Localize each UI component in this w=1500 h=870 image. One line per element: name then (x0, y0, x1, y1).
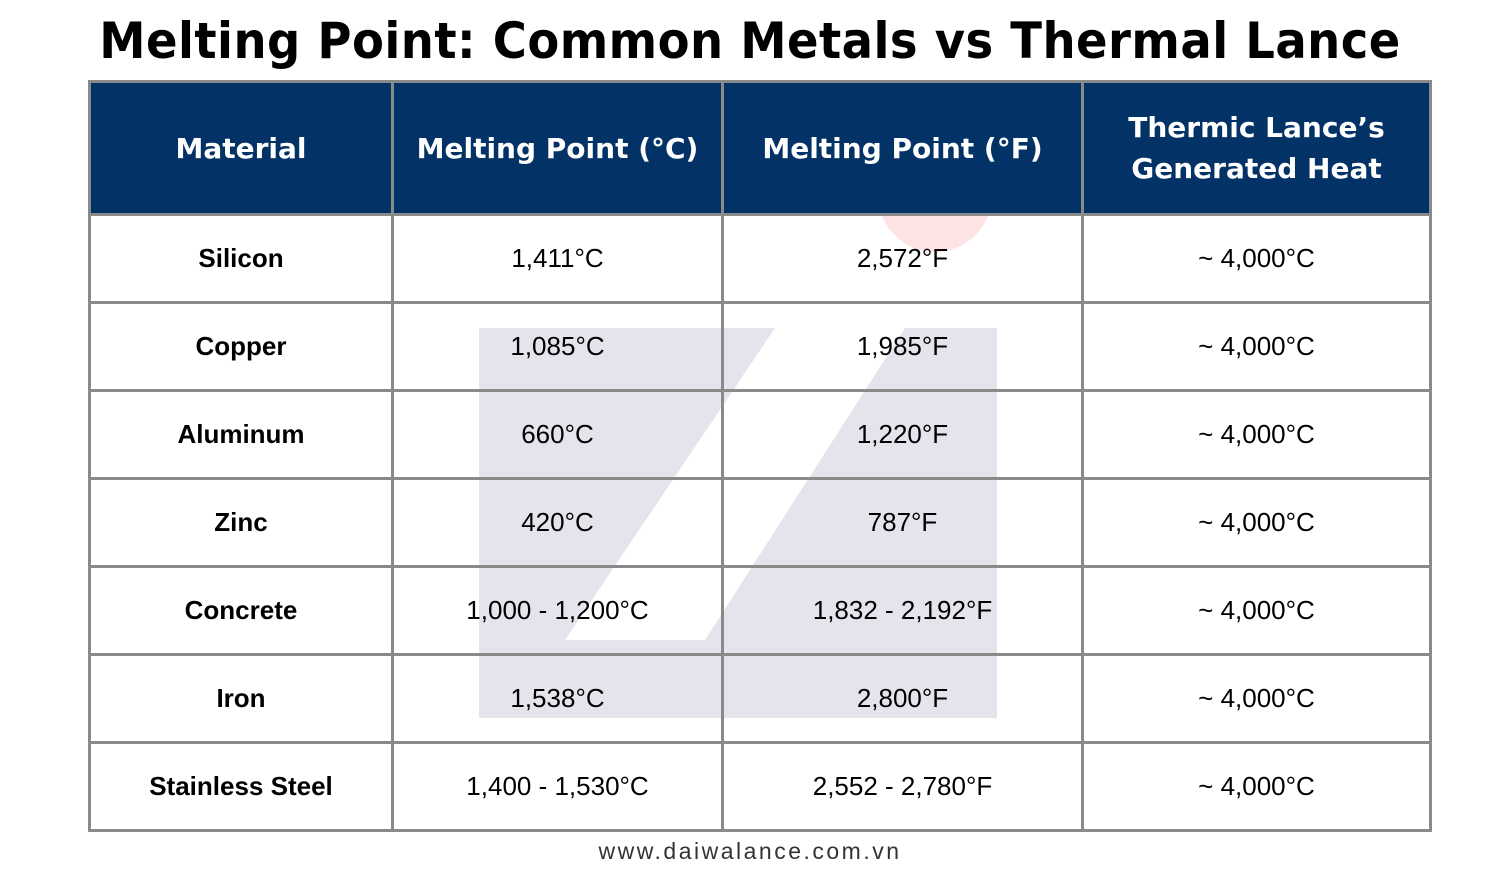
cell-celsius: 1,538°C (393, 655, 723, 743)
cell-lance-heat: ~ 4,000°C (1083, 391, 1431, 479)
melting-point-table (88, 80, 1432, 832)
cell-fahrenheit: 2,572°F (723, 215, 1083, 303)
cell-material: Iron (90, 655, 393, 743)
header-material: Material (90, 82, 393, 215)
header-celsius: Melting Point (°C) (393, 82, 723, 215)
table-row (90, 391, 1431, 479)
cell-material: Stainless Steel (90, 743, 393, 831)
cell-celsius: 1,085°C (393, 303, 723, 391)
header-lance-heat-text: Thermic Lance’s Generated Heat (1128, 111, 1385, 185)
cell-celsius: 420°C (393, 479, 723, 567)
website-url: www.daiwalance.com.vn (598, 838, 902, 864)
header-lance-heat (1083, 82, 1431, 215)
cell-lance-heat: ~ 4,000°C (1083, 567, 1431, 655)
cell-lance-heat: ~ 4,000°C (1083, 655, 1431, 743)
cell-lance-heat: ~ 4,000°C (1083, 215, 1431, 303)
table-row (90, 479, 1431, 567)
cell-material: Silicon (90, 215, 393, 303)
page-title: Melting Point: Common Metals vs Thermal Lance (99, 12, 1401, 70)
cell-lance-heat: ~ 4,000°C (1083, 743, 1431, 831)
table-row (90, 743, 1431, 831)
table-header-row (90, 82, 1431, 215)
cell-material: Aluminum (90, 391, 393, 479)
cell-celsius: 1,400 - 1,530°C (393, 743, 723, 831)
cell-fahrenheit: 1,220°F (723, 391, 1083, 479)
cell-lance-heat: ~ 4,000°C (1083, 303, 1431, 391)
cell-material: Concrete (90, 567, 393, 655)
cell-material: Copper (90, 303, 393, 391)
cell-celsius: 660°C (393, 391, 723, 479)
header-fahrenheit: Melting Point (°F) (723, 82, 1083, 215)
cell-fahrenheit: 1,985°F (723, 303, 1083, 391)
cell-celsius: 1,000 - 1,200°C (393, 567, 723, 655)
cell-fahrenheit: 2,552 - 2,780°F (723, 743, 1083, 831)
table-row (90, 303, 1431, 391)
table-row (90, 215, 1431, 303)
cell-lance-heat: ~ 4,000°C (1083, 479, 1431, 567)
cell-fahrenheit: 1,832 - 2,192°F (723, 567, 1083, 655)
cell-material: Zinc (90, 479, 393, 567)
table-row (90, 655, 1431, 743)
cell-fahrenheit: 787°F (723, 479, 1083, 567)
cell-celsius: 1,411°C (393, 215, 723, 303)
table-row (90, 567, 1431, 655)
cell-fahrenheit: 2,800°F (723, 655, 1083, 743)
